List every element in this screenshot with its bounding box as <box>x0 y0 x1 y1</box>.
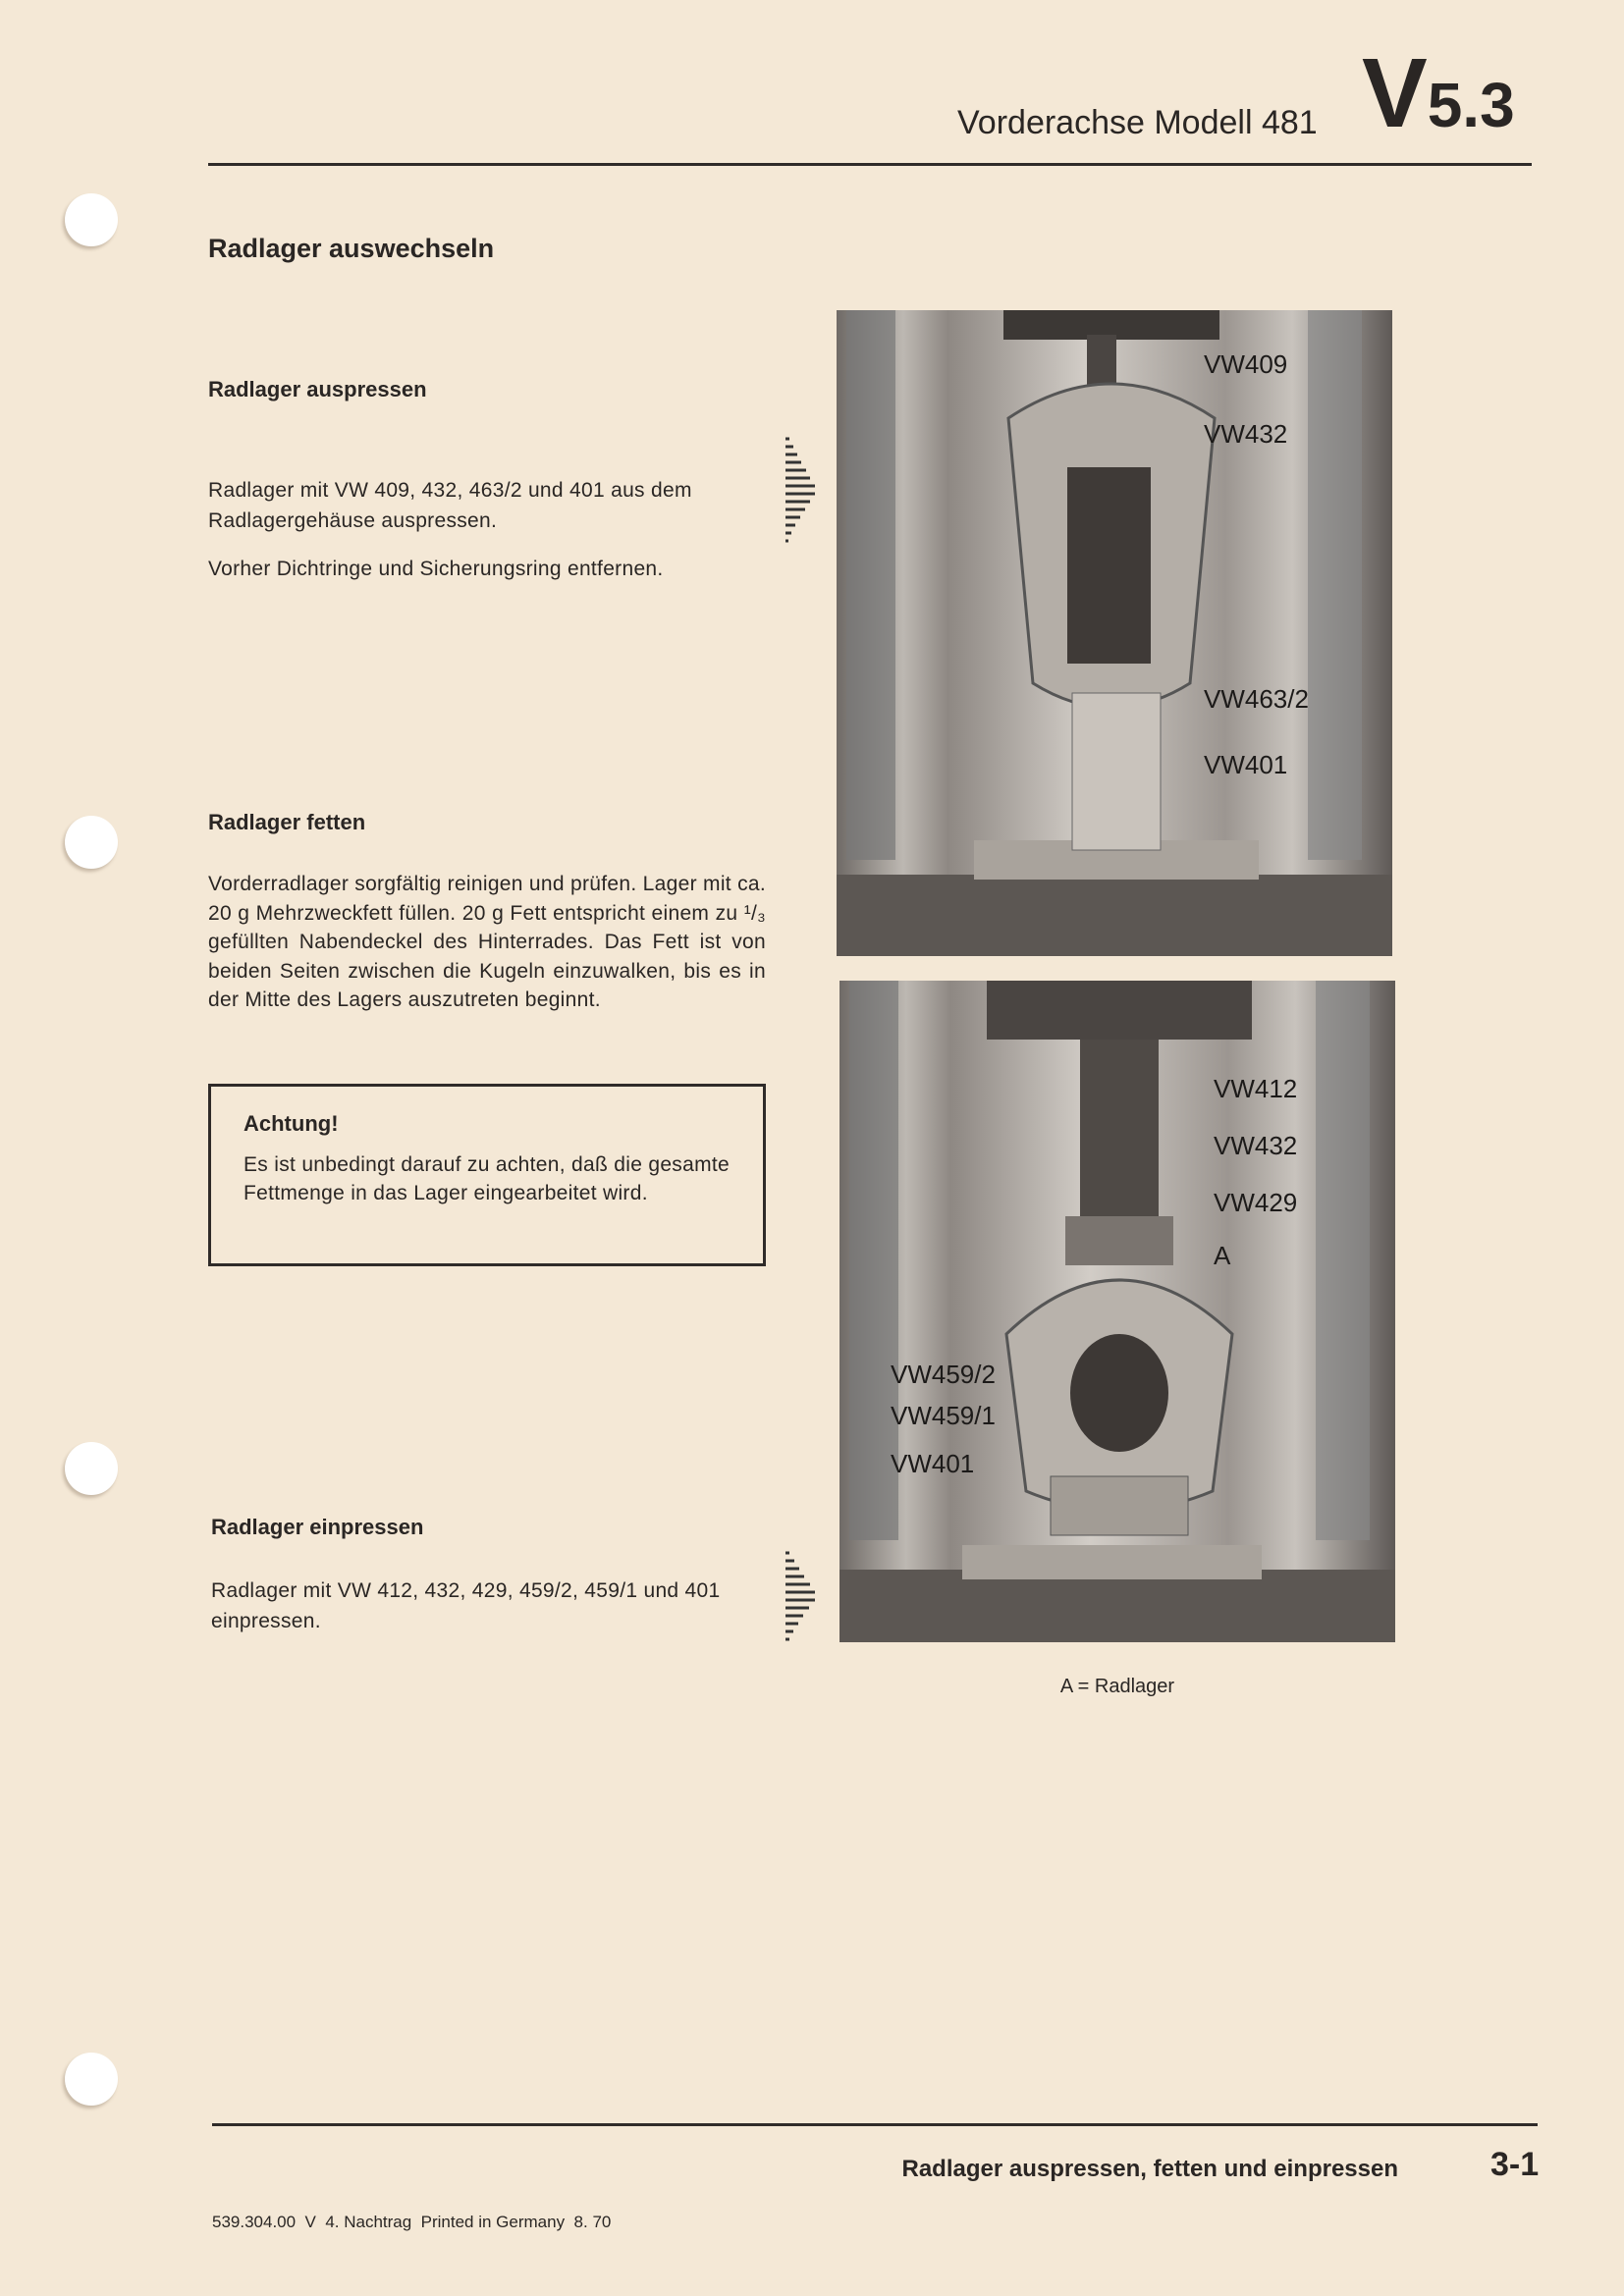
punch-hole <box>65 193 118 246</box>
photo-press-in <box>839 981 1395 1642</box>
photo-label: VW429 <box>1214 1188 1298 1217</box>
print-info: 539.304.00 V 4. Nachtrag Printed in Germany 8. 70 <box>212 2213 612 2231</box>
arrow-right-icon <box>785 1549 816 1647</box>
footer-title: Radlager auspressen, fetten und einpressen <box>901 2156 1398 2182</box>
photo-label: VW432 <box>1204 419 1288 449</box>
header-code <box>1362 39 1515 147</box>
photo-label: VW463/2 <box>1204 684 1309 714</box>
paragraph: Radlager mit VW 409, 432, 463/2 und 401 aus dem Radlagergehäuse auspressen. <box>208 479 692 532</box>
photo-label: VW409 <box>1204 349 1288 379</box>
photo-press-out <box>837 310 1392 956</box>
header-code-letter: V <box>1362 38 1428 148</box>
punch-hole <box>65 2053 118 2106</box>
page-number: 3-1 <box>1490 2146 1540 2183</box>
photo-label: VW432 <box>1214 1131 1298 1160</box>
warning-title: Achtung! <box>244 1111 339 1136</box>
page-title: Radlager auswechseln <box>208 234 495 263</box>
section-heading: Radlager auspressen <box>208 377 427 401</box>
arrow-right-icon <box>785 435 816 550</box>
warning-text: Es ist unbedingt darauf zu achten, daß die gesamte Fettmenge in das Lager eingearbeitet wird. <box>244 1153 730 1204</box>
header-section-title: Vorderachse Modell 481 <box>957 104 1318 141</box>
warning-box <box>208 1084 766 1266</box>
section-heading: Radlager fetten <box>208 810 366 834</box>
photo-label: VW401 <box>891 1449 975 1478</box>
photo-caption: A = Radlager <box>1059 1676 1175 1697</box>
section-heading: Radlager einpressen <box>211 1515 424 1539</box>
footer-rule <box>212 2123 1538 2126</box>
press-illustration <box>837 310 1392 956</box>
header-rule <box>208 163 1532 166</box>
photo-label: VW459/2 <box>891 1360 996 1389</box>
header-code-number: 5.3 <box>1427 70 1515 140</box>
photo-label: VW459/1 <box>891 1401 996 1430</box>
paragraph: Vorher Dichtringe und Sicherungsring entfernen. <box>208 558 664 580</box>
photo-label: VW412 <box>1214 1074 1298 1103</box>
photo-label: VW401 <box>1204 750 1288 779</box>
photo-label: A <box>1214 1241 1231 1270</box>
punch-hole <box>65 816 118 869</box>
paragraph: Vorderradlager sorgfältig reinigen und prüfen. Lager mit ca. 20 g Mehrzweckfett füllen. 20 g Fett entspricht einem zu ¹/₃ gefüllten Nabendeckel des Hinterrades. Das Fett ist von beiden Seiten zwischen die Kugeln einzuwalken, bis es in der Mitte des Lagers auszutreten beginnt. <box>208 873 766 1011</box>
paragraph: Radlager mit VW 412, 432, 429, 459/2, 459/1 und 401 einpressen. <box>211 1579 721 1632</box>
punch-hole <box>65 1442 118 1495</box>
press-illustration <box>839 981 1395 1642</box>
